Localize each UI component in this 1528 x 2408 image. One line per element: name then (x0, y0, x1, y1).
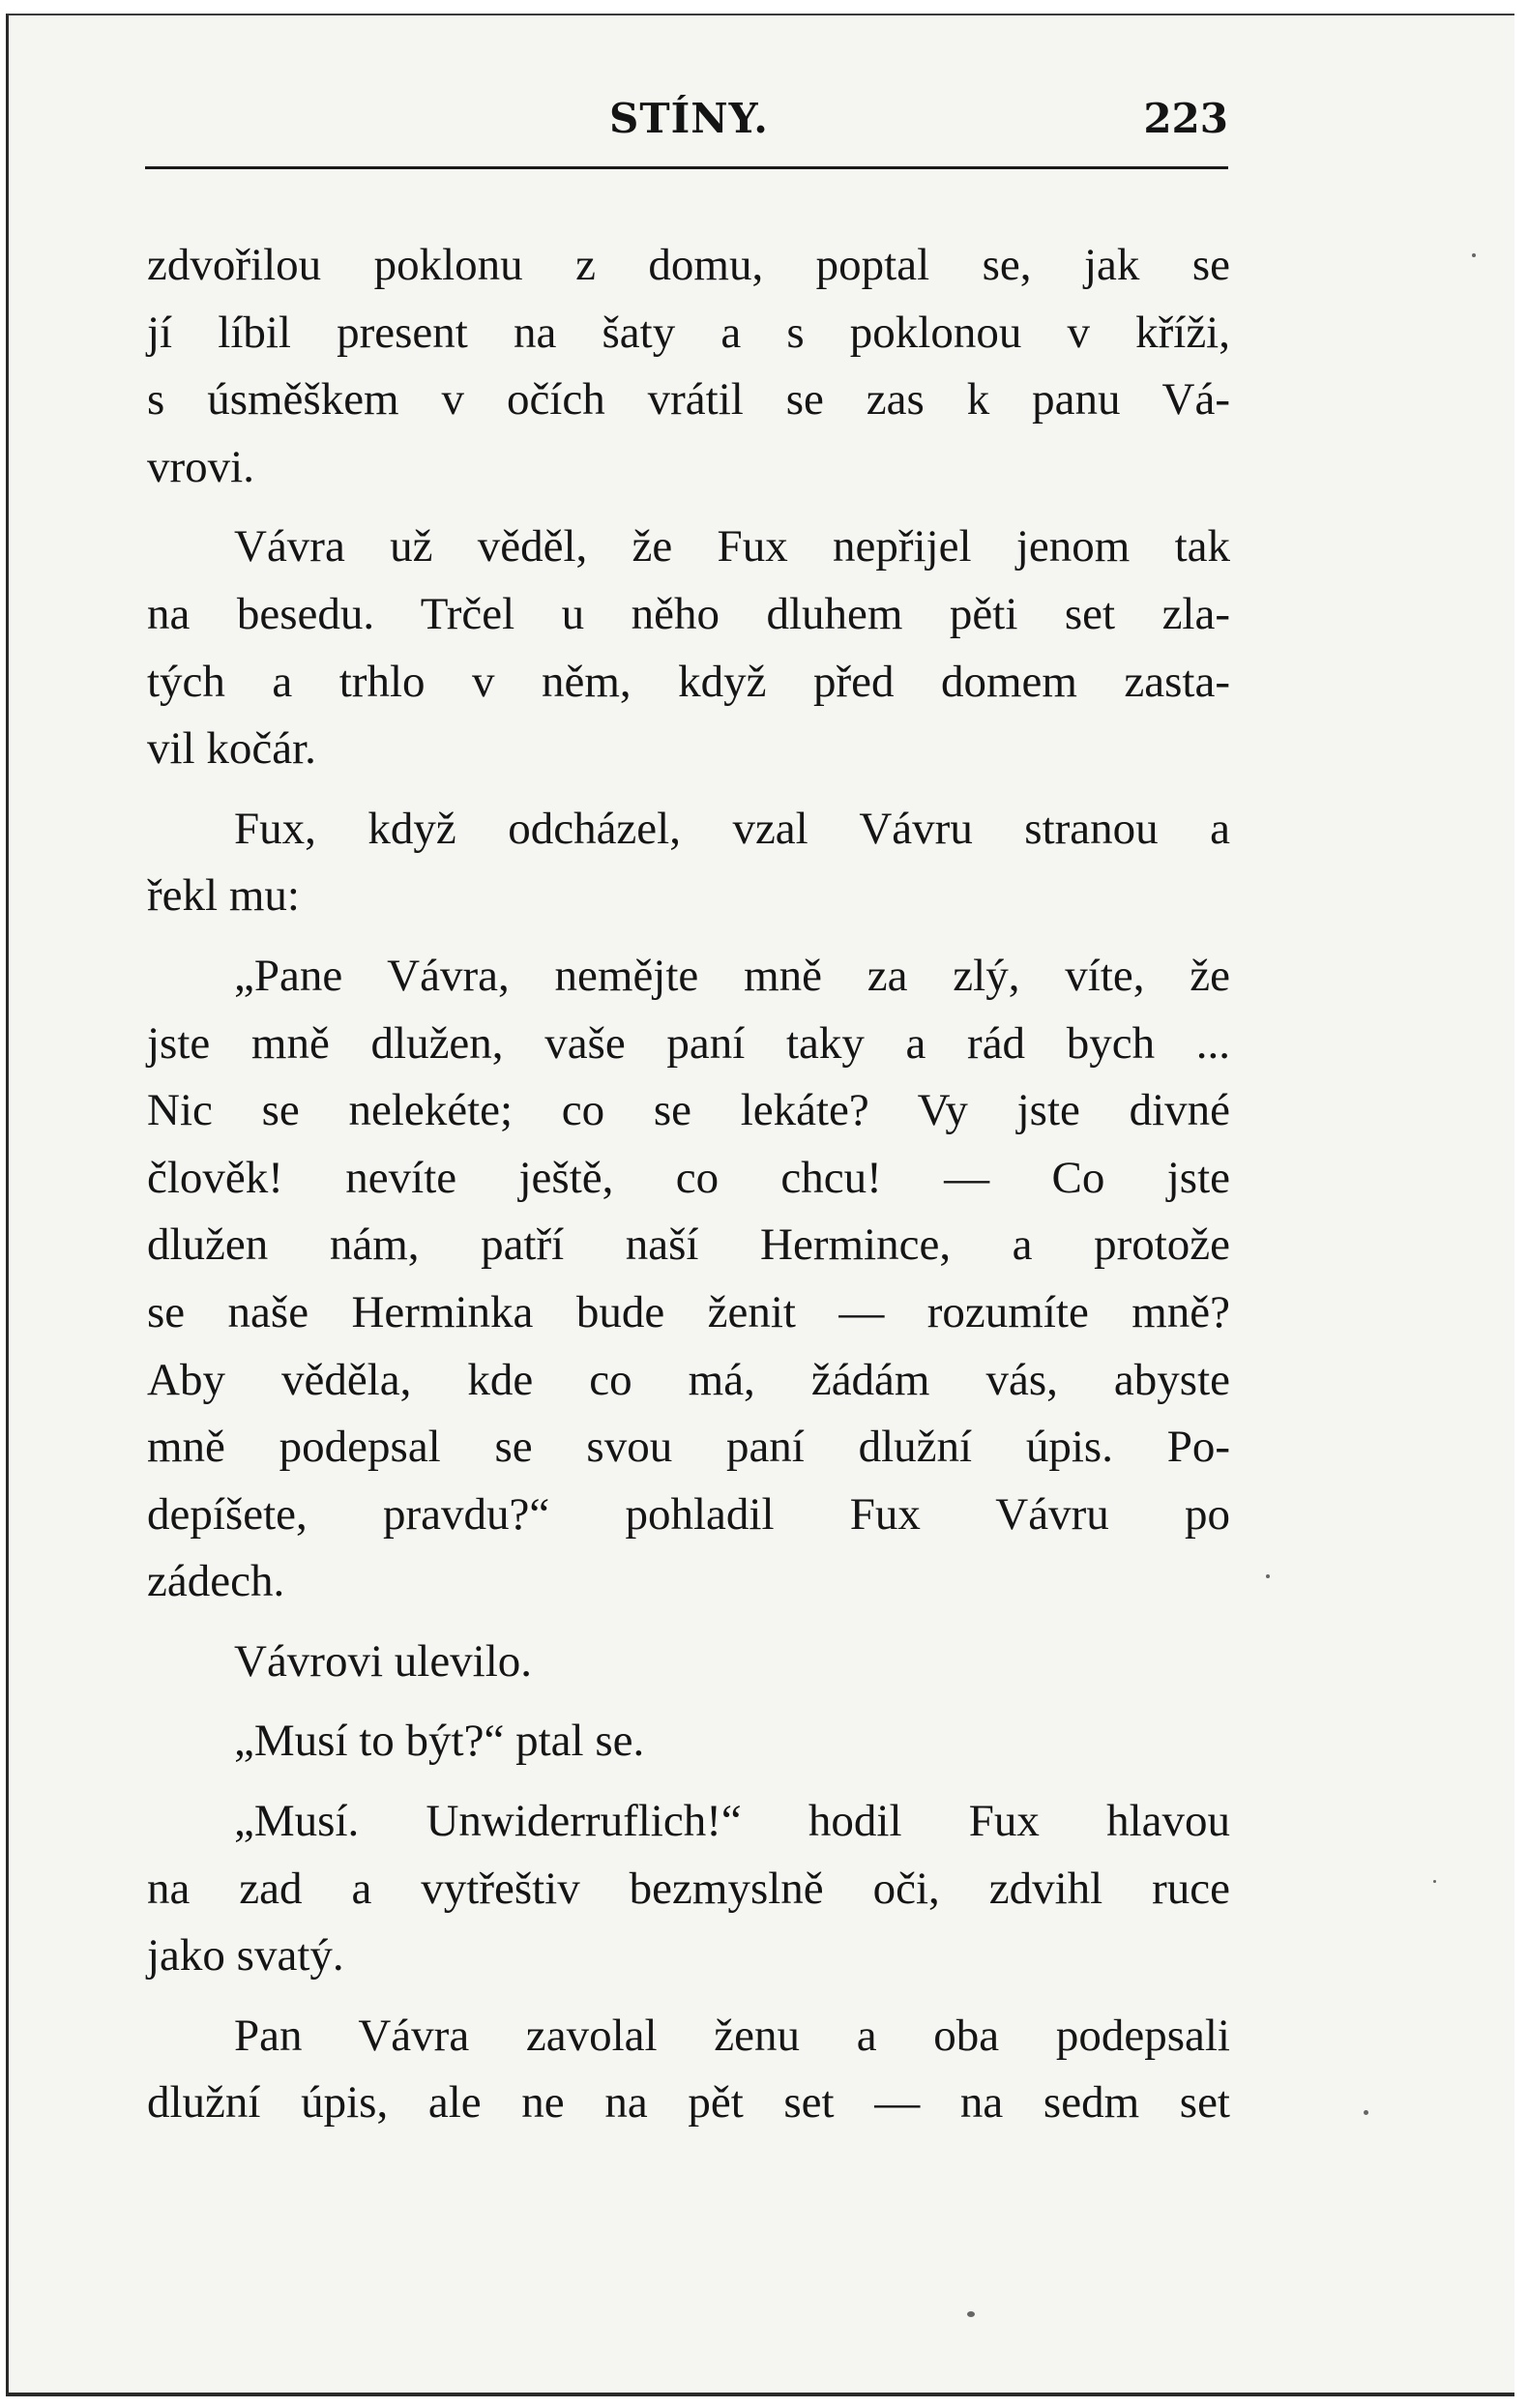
text-line: dlužen nám, patří naší Hermince, a protože (147, 1219, 1230, 1271)
text-line: tých a trhlo v něm, když před domem zasta- (147, 656, 1230, 707)
page-header (145, 89, 1228, 147)
text-line: zdvořilou poklonu z domu, poptal se, jak se (147, 240, 1230, 290)
text-line: se naše Herminka bude ženit — rozumíte mně? (147, 1286, 1230, 1337)
text-line: dlužní úpis, ale ne na pět set — na sedm set (147, 2077, 1230, 2129)
text-line: na besedu. Trčel u něho dluhem pěti set zla- (147, 588, 1230, 639)
text-line: Fux, když odcházel, vzal Vávru stranou a (234, 803, 1230, 854)
text-line: depíšete, pravdu?“ pohladil Fux Vávru po (147, 1488, 1230, 1540)
paragraph (147, 943, 1230, 1616)
paragraph (147, 514, 1230, 782)
paragraph (147, 1788, 1230, 1990)
text-line: Nic se nelekéte; co se lekáte? Vy jste divné (147, 1085, 1230, 1136)
paragraph (147, 232, 1230, 501)
paragraph (147, 1708, 1230, 1776)
page-number: 223 (1143, 95, 1228, 142)
text-line: Vávra už věděl, že Fux nepřijel jenom tak (234, 521, 1230, 573)
text-line: Aby věděla, kde co má, žádám vás, abyste (147, 1354, 1230, 1405)
text-line: jako svatý. (147, 1930, 344, 1982)
text-line: mně podepsal se svou paní dlužní úpis. Po- (147, 1422, 1230, 1473)
header-rule (145, 166, 1228, 169)
paragraph (147, 2003, 1230, 2137)
text-line: Pan Vávra zavolal ženu a oba podepsali (234, 2010, 1230, 2061)
text-line: vrovi. (147, 441, 254, 492)
text-line: Vávrovi ulevilo. (234, 1635, 533, 1687)
paragraph (147, 1629, 1230, 1696)
paragraph (147, 796, 1230, 930)
text-line: řekl mu: (147, 870, 300, 922)
paper-speck (1472, 253, 1476, 257)
text-line: s úsměškem v očích vrátil se zas k panu Vá- (147, 374, 1230, 426)
body-text (147, 232, 1230, 2137)
page-bottom-edge (6, 2393, 1514, 2396)
text-line: „Pane Vávra, nemějte mně za zlý, víte, že (234, 950, 1230, 1001)
paper-speck (967, 2311, 975, 2317)
text-line: „Musí to být?“ ptal se. (234, 1716, 645, 1767)
text-line: zádech. (147, 1556, 285, 1607)
text-line: vil kočár. (147, 723, 316, 775)
paper-speck (1266, 1574, 1270, 1578)
paper-speck (1364, 2110, 1368, 2115)
text-line: „Musí. Unwiderruflich!“ hodil Fux hlavou (234, 1796, 1230, 1847)
running-title: STÍNY. (609, 95, 769, 142)
text-line: na zad a vytřeštiv bezmyslně oči, zdvihl ruce (147, 1863, 1230, 1914)
text-line: jí líbil present na šaty a s poklonou v kříži, (147, 307, 1230, 358)
text-line: člověk! nevíte ještě, co chcu! — Co jste (147, 1152, 1230, 1203)
text-line: jste mně dlužen, vaše paní taky a rád bych ... (147, 1017, 1230, 1069)
paper-speck (1433, 1880, 1436, 1883)
